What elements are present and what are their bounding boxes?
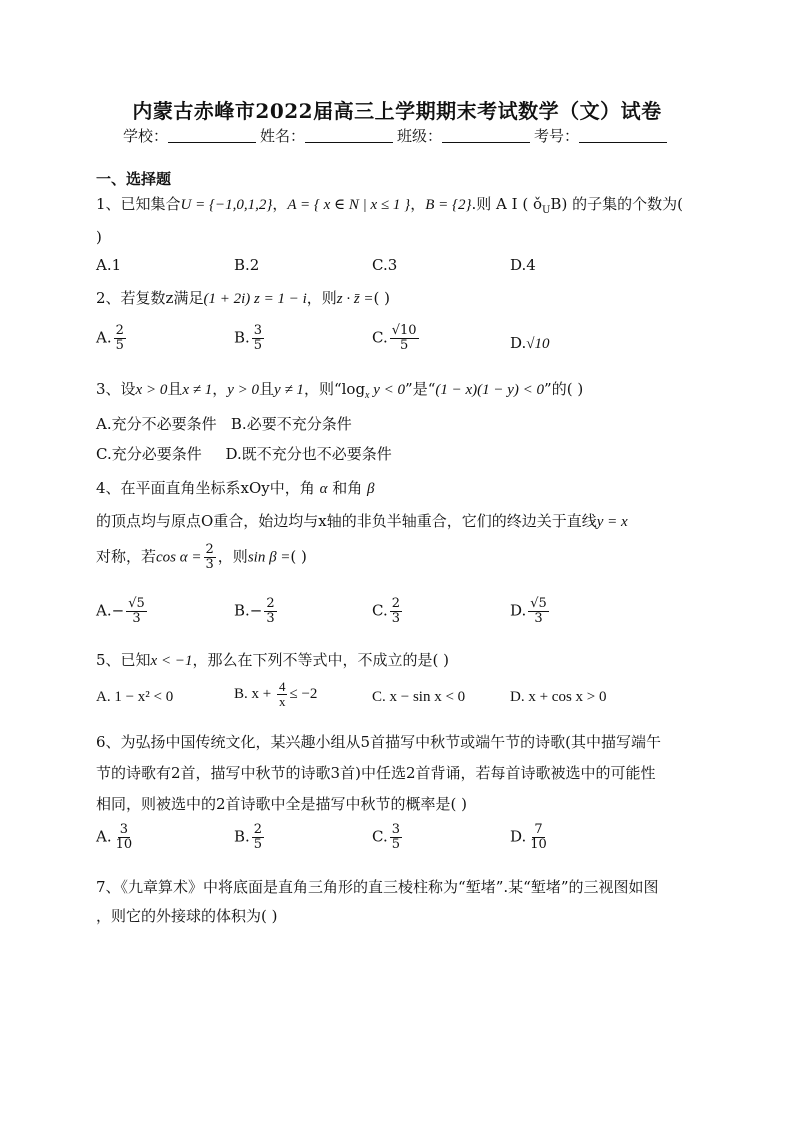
q3-subscript: x — [365, 390, 370, 401]
option-text: B. x + — [234, 685, 275, 702]
option-label: D. — [510, 827, 527, 846]
q1-text: 1、已知集合 — [96, 195, 181, 213]
id-blank[interactable] — [579, 128, 667, 143]
alpha-symbol: α — [319, 481, 328, 497]
numerator: 2 — [253, 822, 263, 837]
numerator: 3 — [119, 822, 129, 837]
q1-sep: ， — [410, 195, 426, 213]
q2-option-a[interactable] — [96, 324, 128, 353]
q2-option-b[interactable] — [234, 324, 266, 353]
fraction — [126, 597, 147, 626]
denominator: 10 — [115, 837, 133, 852]
option-label: C. — [372, 328, 388, 347]
question-6-line-1: 6、为弘扬中国传统文化，某兴趣小组从5首描写中秋节或端午节的诗歌(其中描写端午 — [96, 733, 661, 751]
name-label: 姓名： — [259, 127, 305, 145]
question-4-line-2 — [96, 510, 628, 531]
fraction — [277, 680, 288, 709]
sign: − — [249, 601, 263, 620]
question-7-line-1: 7、《九章算术》中将底面是直角三角形的直三棱柱称为“堑堵”.某“堑堵”的三视图如图 — [96, 878, 659, 896]
option-label: B. — [234, 827, 250, 846]
q6-option-a[interactable] — [96, 823, 136, 852]
q3-math: (1 − x)(1 − y) < 0 — [435, 382, 545, 398]
sign: − — [111, 601, 125, 620]
denominator: x — [278, 694, 286, 709]
q1-option-a[interactable]: A.1 — [96, 256, 122, 274]
q3-math: y > 0 — [227, 382, 260, 398]
q2-text: ( ) — [373, 289, 391, 307]
question-3 — [96, 378, 583, 401]
fraction — [390, 823, 402, 852]
q3-text: 且 — [167, 380, 183, 398]
q4-option-d[interactable] — [510, 597, 551, 626]
q4-math: y = x — [596, 514, 628, 530]
q6-option-b[interactable] — [234, 823, 266, 852]
fraction — [528, 823, 549, 852]
q4-text: 的顶点均与原点O重合，始边均与x轴的非负半轴重合，它们的终边关于直线 — [96, 512, 597, 530]
q2-text: 2、若复数z满足 — [96, 289, 204, 307]
student-info-row — [0, 125, 794, 146]
q5-math: x < −1 — [150, 653, 193, 669]
q3-options-row-2[interactable]: C.充分必要条件 D.既不充分也不必要条件 — [96, 445, 392, 463]
q2-equation: (1 + 2i) z = 1 − i — [203, 291, 307, 307]
fraction — [114, 324, 126, 353]
numerator: 2 — [115, 323, 124, 338]
option-label: B. — [234, 601, 250, 620]
question-6-line-3: 相同，则被选中的2首诗歌中全是描写中秋节的概率是( ) — [96, 795, 468, 813]
q3-math: x ≠ 1 — [182, 382, 213, 398]
q1-option-b[interactable]: B.2 — [234, 256, 260, 274]
q2-option-d[interactable] — [510, 334, 550, 353]
option-label: D. — [510, 601, 527, 620]
q1-set-b: B = {2} — [425, 197, 472, 213]
denominator: 5 — [115, 338, 124, 353]
q2-text: ，则 — [306, 289, 337, 307]
beta-symbol: β — [367, 481, 375, 497]
q3-text: 3、设 — [96, 380, 136, 398]
numerator: 3 — [391, 822, 400, 837]
fraction — [528, 597, 549, 626]
q3-math: log — [341, 380, 366, 398]
q4-text: ( ) — [290, 547, 307, 566]
denominator: 3 — [205, 557, 214, 572]
class-label: 班级： — [397, 127, 443, 145]
q5-option-b[interactable] — [234, 680, 317, 709]
q4-option-a[interactable] — [96, 597, 149, 626]
q1-option-d[interactable]: D.4 — [510, 256, 536, 274]
question-4 — [96, 477, 375, 498]
q1-text: B) 的子集的个数为( — [550, 195, 683, 213]
id-label: 考号： — [534, 127, 580, 145]
q4-text: ，则 — [217, 547, 248, 566]
numerator: 4 — [278, 679, 286, 694]
option-value: √10 — [526, 336, 550, 352]
denominator: 3 — [266, 611, 275, 626]
question-4-line-3 — [96, 543, 307, 572]
q3-text: ， — [212, 380, 228, 398]
denominator: 5 — [253, 338, 263, 353]
q4-option-c[interactable] — [372, 597, 404, 626]
q5-option-d[interactable]: D. x + cos x > 0 — [510, 689, 607, 705]
numerator: √10 — [391, 323, 417, 338]
q3-math: x > 0 — [135, 382, 168, 398]
q3-text: ”是“ — [405, 380, 436, 398]
question-1 — [96, 193, 683, 216]
q5-text: 5、已知 — [96, 651, 151, 669]
fraction — [252, 324, 264, 353]
q6-option-d[interactable] — [510, 823, 551, 852]
class-blank[interactable] — [442, 128, 530, 143]
option-label: C. — [372, 601, 388, 620]
exam-title: 内蒙古赤峰市2022届高三上学期期末考试数学（文）试卷 — [132, 99, 662, 123]
q4-text: 对称，若 — [96, 547, 157, 566]
option-label: C. — [372, 827, 388, 846]
option-label: A. — [96, 827, 112, 846]
denominator: 10 — [530, 837, 547, 852]
numerator: 2 — [266, 596, 275, 611]
fraction — [264, 597, 276, 626]
q3-text: ”的( ) — [544, 380, 584, 398]
school-label: 学校： — [122, 127, 168, 145]
numerator: 2 — [391, 596, 400, 611]
question-5 — [96, 649, 449, 670]
q4-text: 和角 — [332, 479, 363, 497]
q4-text: 4、在平面直角坐标系xOy中，角 — [96, 479, 315, 497]
option-label: B. — [234, 328, 250, 347]
option-label: A. — [96, 328, 112, 347]
numerator: 3 — [253, 323, 263, 338]
denominator: 3 — [132, 611, 141, 626]
q1-set-a: A = { x ∈ N | x ≤ 1 } — [287, 197, 411, 213]
q1-set-u: U = {−1,0,1,2} — [180, 197, 273, 213]
fraction — [114, 823, 135, 852]
fraction — [252, 823, 264, 852]
q3-math: y ≠ 1 — [274, 382, 304, 398]
q3-text: 且 — [259, 380, 275, 398]
q4-math: cos α = — [156, 549, 202, 566]
option-label: D. — [510, 334, 527, 352]
q3-text: ，则“ — [303, 380, 342, 398]
numerator: √5 — [530, 596, 547, 611]
denominator: 3 — [534, 611, 543, 626]
numerator: 2 — [205, 542, 214, 557]
q1-text: .则 A I ( ǒ — [471, 195, 542, 213]
q3-options-row-1[interactable]: A.充分不必要条件 B.必要不充分条件 — [96, 415, 352, 433]
q2-option-c[interactable] — [372, 324, 421, 353]
q4-option-b[interactable] — [234, 597, 279, 626]
question-6-line-2: 节的诗歌有2首，描写中秋节的诗歌3首)中任选2首背诵，若每首诗歌被选中的可能性 — [96, 764, 656, 782]
denominator: 3 — [391, 611, 400, 626]
q1-option-c[interactable]: C.3 — [372, 256, 398, 274]
denominator: 5 — [399, 338, 409, 353]
name-blank[interactable] — [305, 128, 393, 143]
q5-option-c[interactable]: C. x − sin x < 0 — [372, 689, 466, 705]
numerator: √5 — [128, 596, 145, 611]
option-text: ≤ −2 — [289, 685, 318, 702]
option-label: A. — [96, 601, 112, 620]
fraction — [390, 324, 419, 353]
numerator: 7 — [534, 822, 543, 837]
question-1-cont: ) — [96, 228, 102, 246]
q4-math: sin β = — [247, 549, 291, 566]
fraction — [390, 597, 402, 626]
denominator: 5 — [253, 837, 263, 852]
denominator: 5 — [391, 837, 400, 852]
q6-option-c[interactable] — [372, 823, 404, 852]
q1-subscript: U — [541, 205, 551, 216]
school-blank[interactable] — [168, 128, 256, 143]
q5-option-a[interactable]: A. 1 − x² < 0 — [96, 689, 174, 705]
section-heading: 一、选择题 — [96, 170, 172, 188]
question-7-line-2: ，则它的外接球的体积为( ) — [96, 907, 278, 925]
fraction — [204, 543, 216, 572]
question-2 — [96, 287, 390, 308]
q3-math: y < 0 — [369, 382, 406, 398]
q5-text: ，那么在下列不等式中，不成立的是( ) — [192, 651, 449, 669]
q1-sep: ， — [272, 195, 288, 213]
q2-expression: z · z̄ = — [336, 291, 374, 307]
